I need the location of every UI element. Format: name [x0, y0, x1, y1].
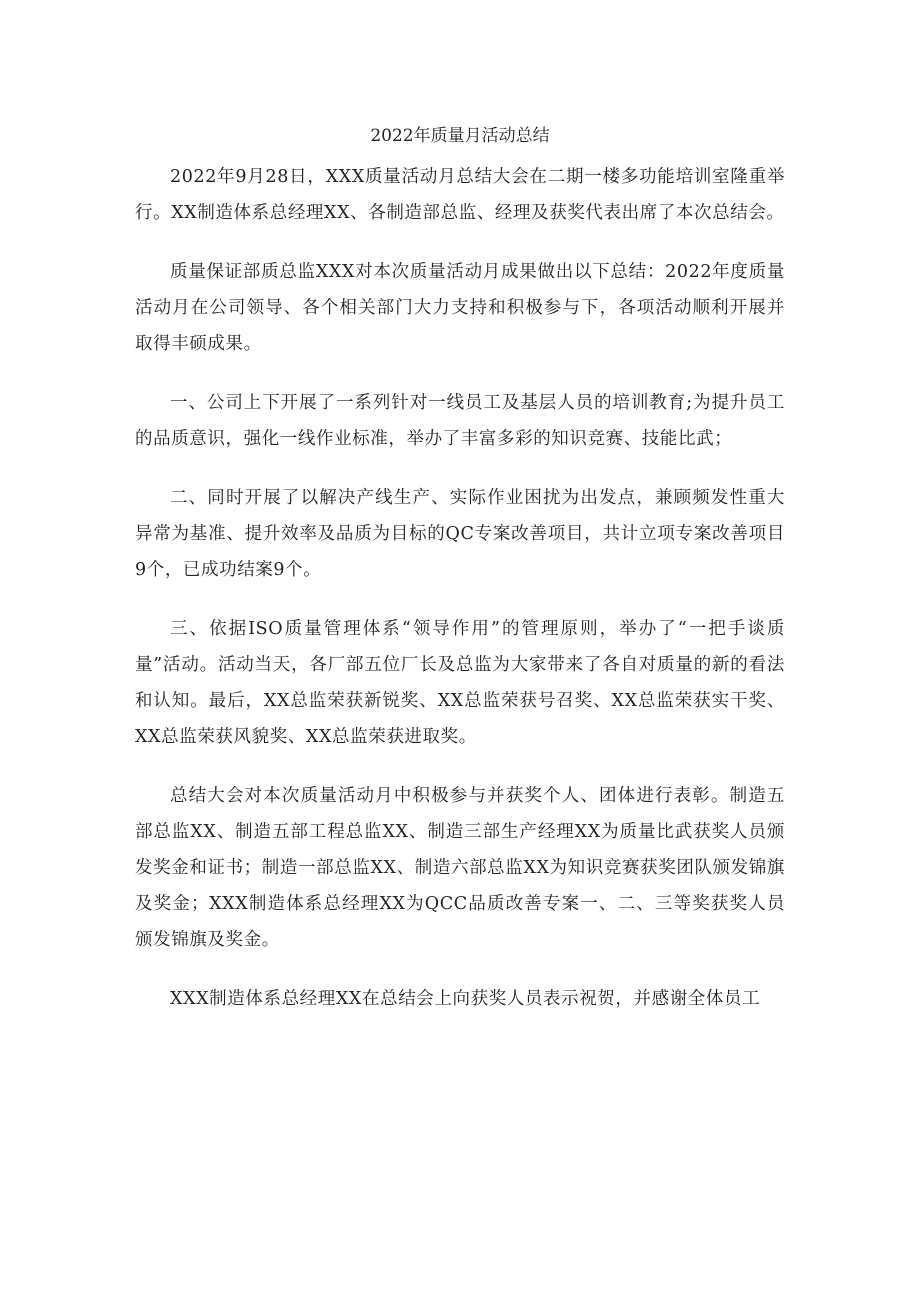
paragraph-item-three: 三、依据ISO质量管理体系“领导作用”的管理原则，举办了“一把手谈质量”活动。活动当天，各厂部五位厂长及总监为大家带来了各自对质量的新的看法和认知。最后，XX总监荣获新锐奖、XX总监荣获号召奖、XX总监荣获实干奖、XX总监荣获风貌奖、XX总监荣获进取奖。	[135, 619, 785, 747]
paragraph-awards: 总结大会对本次质量活动月中积极参与并获奖个人、团体进行表彰。制造五部总监XX、制造五部工程总监XX、制造三部生产经理XX为质量比武获奖人员颁发奖金和证书；制造一部总监XX、制造六部总监XX为知识竞赛获奖团队颁发锦旗及奖金；XXX制造体系总经理XX为QCC品质改善专案一、二、三等奖获奖人员颁发锦旗及奖金。	[135, 786, 785, 950]
document-title: 2022年质量月活动总结	[370, 126, 550, 146]
paragraph-item-one: 一、公司上下开展了一系列针对一线员工及基层人员的培训教育;为提升员工的品质意识，强化一线作业标准，举办了丰富多彩的知识竞赛、技能比武；	[135, 393, 785, 449]
paragraph-item-two: 二、同时开展了以解决产线生产、实际作业困扰为出发点，兼顾频发性重大异常为基准、提升效率及品质为目标的QC专案改善项目，共计立项专案改善项目9个，已成功结案9个。	[135, 488, 785, 580]
paragraph-closing: XXX制造体系总经理XX在总结会上向获奖人员表示祝贺，并感谢全体员工	[170, 989, 761, 1009]
document-body	[135, 159, 785, 1040]
paragraph-meeting-intro: 2022年9月28日，XXX质量活动月总结大会在二期一楼多功能培训室隆重举行。XX制造体系总经理XX、各制造部总监、经理及获奖代表出席了本次总结会。	[135, 167, 785, 223]
paragraph-summary-lead: 质量保证部质总监XXX对本次质量活动月成果做出以下总结：2022年度质量活动月在公司领导、各个相关部门大力支持和积极参与下，各项活动顺利开展并取得丰硕成果。	[135, 262, 785, 354]
